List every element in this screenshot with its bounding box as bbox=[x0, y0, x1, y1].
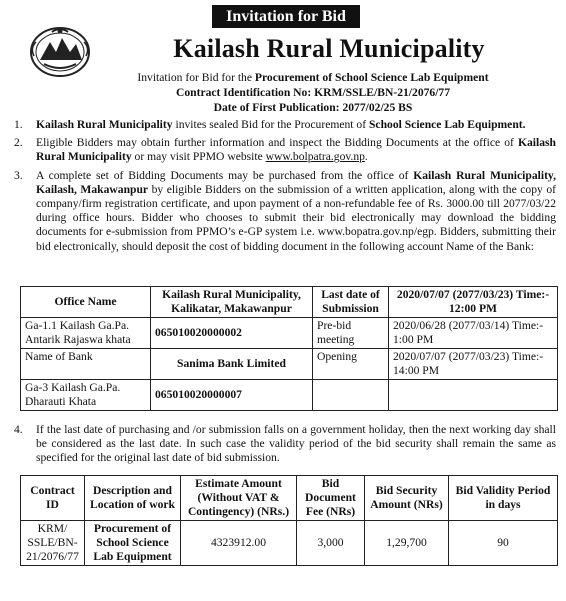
table-cell: 065010020000002 bbox=[151, 318, 313, 349]
column-header: Estimate Amount (Without VAT & Contingency) (NRs.) bbox=[181, 476, 297, 521]
table-cell: Opening bbox=[313, 349, 389, 380]
table-cell: Name of Bank bbox=[21, 349, 151, 380]
table-cell: KRM/ SSLE/BN- 21/2076/77 bbox=[21, 521, 85, 566]
table-row bbox=[21, 318, 558, 349]
table-row bbox=[21, 380, 558, 411]
table-cell: Pre-bid meeting bbox=[313, 318, 389, 349]
bold-text: Kailash Rural Municipality bbox=[36, 136, 556, 164]
plain-text: by eligible Bidders on the submission of a written application, along with the copy of company/firm registration certificate, and upon payment of a non-refundable fee of Rs. 3000.00 till 2077/03/22 during office hours. Bidder who chooses to submit their bid electronically may download the bidding documents for e-submission from PPMO’s e-GP system i.e. www.bopatra.gov.np/egp. Bidders, submitting their bid electronically, should deposit the cost of bidding document in the following account Name of the Bank: bbox=[36, 182, 556, 253]
item-text bbox=[36, 136, 556, 164]
table-cell: 065010020000007 bbox=[151, 380, 313, 411]
table-cell: 2020/06/28 (2077/03/14) Time:- 1:00 PM bbox=[389, 318, 558, 349]
list-item bbox=[14, 169, 556, 254]
table-cell: 3,000 bbox=[297, 521, 365, 566]
column-header: Contract ID bbox=[21, 476, 85, 521]
table-header-row bbox=[21, 476, 558, 521]
item-number: 3. bbox=[14, 168, 23, 182]
bolpatra-link[interactable]: www.bolpatra.gov.np bbox=[265, 150, 365, 164]
column-header: 2020/07/07 (2077/03/23) Time:- 12:00 PM bbox=[389, 287, 558, 318]
notice-banner: Invitation for Bid bbox=[212, 5, 360, 28]
publication-date: Date of First Publication: 2077/02/25 BS bbox=[213, 101, 413, 114]
item-text bbox=[36, 169, 556, 254]
heading-prefix: Invitation for Bid for the bbox=[137, 71, 255, 84]
plain-text: or may visit PPMO website bbox=[131, 150, 266, 164]
column-header: Bid Validity Period in days bbox=[449, 476, 558, 521]
organization-name: Kailash Rural Municipality bbox=[173, 34, 485, 63]
item-text: If the last date of purchasing and /or submission falls on a government holiday, then the next working day shall be considered as the last date. In such case the validity period of the bid security shall remain the same as specified for the original last date of bid submission. bbox=[36, 423, 556, 465]
table-cell: Procurement of School Science Lab Equipment bbox=[85, 521, 181, 566]
table-header-row bbox=[21, 287, 558, 318]
column-header: Kailash Rural Municipality, Kalikatar, Makawanpur bbox=[151, 287, 313, 318]
bank-account-table bbox=[20, 286, 558, 411]
plain-text: . bbox=[364, 150, 368, 164]
column-header: Last date of Submission bbox=[313, 287, 389, 318]
table-cell bbox=[389, 380, 558, 411]
column-header: Office Name bbox=[21, 287, 151, 318]
notice-heading bbox=[60, 70, 566, 115]
item-text bbox=[36, 118, 556, 132]
heading-line-1 bbox=[60, 70, 566, 85]
column-header: Description and Location of work bbox=[85, 476, 181, 521]
table-cell: 2020/07/07 (2077/03/23) Time:- 14:00 PM bbox=[389, 349, 558, 380]
contract-details-table bbox=[20, 475, 558, 566]
table-cell: Ga-3 Kailash Ga.Pa. Dharauti Khata bbox=[21, 380, 151, 411]
plain-text: A complete set of Bidding Documents may be purchased from the office of bbox=[36, 168, 414, 182]
bold-text: School Science Lab Equipment. bbox=[368, 118, 526, 131]
table-row bbox=[21, 349, 558, 380]
item-number: 4. bbox=[14, 423, 23, 436]
table-cell: 4323912.00 bbox=[181, 521, 297, 566]
notice-items bbox=[14, 118, 556, 258]
plain-text: invites sealed Bid for the Procurement of bbox=[172, 118, 369, 131]
contract-identification: Contract Identification No: KRM/SSLE/BN-21/2076/77 bbox=[175, 86, 451, 99]
table-cell: 1,29,700 bbox=[365, 521, 449, 566]
table-cell: Sanima Bank Limited bbox=[151, 349, 313, 380]
list-item bbox=[14, 136, 556, 164]
procurement-title: Procurement of School Science Lab Equipment bbox=[254, 71, 489, 84]
column-header: Bid Document Fee (NRs) bbox=[297, 476, 365, 521]
plain-text: Eligible Bidders may obtain further information and inspect the Bidding Documents at the office of bbox=[36, 136, 518, 150]
column-header: Bid Security Amount (NRs) bbox=[365, 476, 449, 521]
table-cell bbox=[313, 380, 389, 411]
item-number: 1. bbox=[14, 118, 23, 131]
table-row bbox=[21, 521, 558, 566]
list-item bbox=[14, 118, 556, 132]
notice-item-4 bbox=[14, 423, 556, 470]
bold-text: Kailash Rural Municipality bbox=[36, 118, 173, 131]
item-number: 2. bbox=[14, 136, 23, 150]
list-item bbox=[14, 423, 556, 466]
bold-text: Kailash Rural Municipality, Kailash, Makawanpur bbox=[36, 168, 556, 196]
table-cell: 90 bbox=[449, 521, 558, 566]
table-cell: Ga-1.1 Kailash Ga.Pa. Antarik Rajaswa khata bbox=[21, 318, 151, 349]
